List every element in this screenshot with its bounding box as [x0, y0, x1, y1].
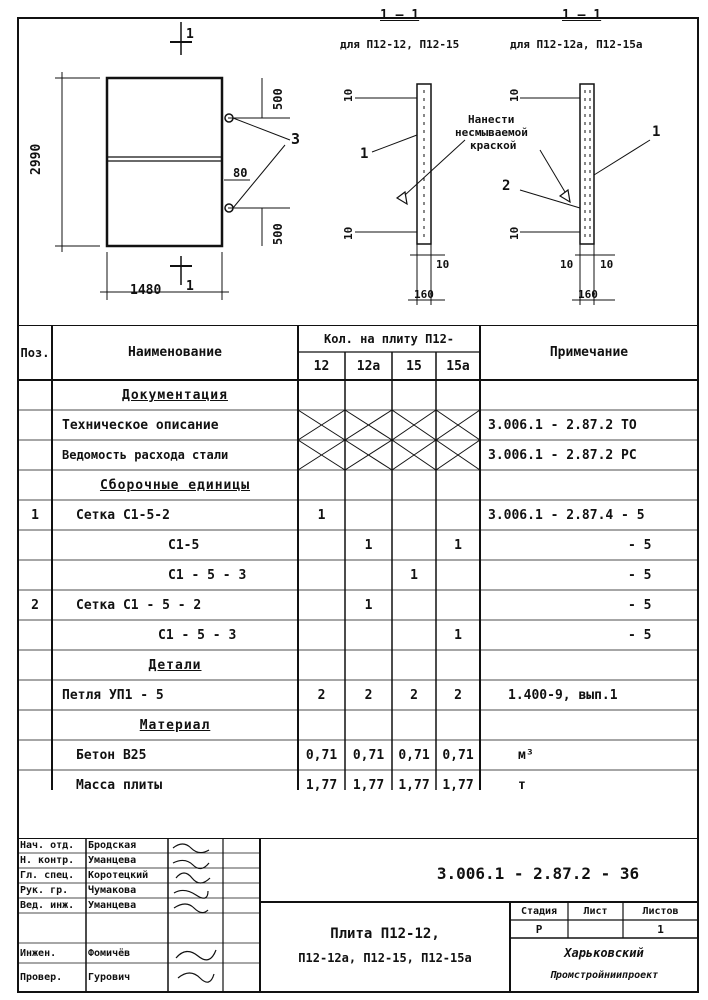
org-line2: Промстройниипроект [549, 969, 659, 981]
row-name: Петля УП1 - 5 [62, 687, 164, 703]
title-line2: П12-12а, П12-15, П12-15а [298, 951, 472, 965]
right-dim-160: 160 [578, 288, 598, 301]
sig-role: Н. контр. [20, 855, 75, 866]
row-qty [436, 560, 480, 590]
left-dim-10-top: 10 [342, 88, 355, 102]
section-right-caption: для П12-12а, П12-15а [510, 38, 643, 51]
sig-name: Бродская [88, 840, 137, 851]
sheet-label: Лист [583, 905, 608, 917]
sig-role: Рук. гр. [20, 885, 69, 896]
header-qty-12a: 12а [356, 358, 381, 374]
note-line2: несмываемой [455, 126, 528, 139]
row-qty [345, 500, 392, 530]
row-qty: 2 [317, 687, 326, 703]
row-qty [298, 530, 345, 560]
section-left-title: 1 — 1 [380, 8, 420, 23]
stage-label: Стадия [520, 905, 558, 917]
sig-name: Уманцева [88, 855, 137, 866]
row-name: Ведомость расхода стали [62, 448, 229, 462]
section-mark-bottom: 1 [186, 279, 194, 294]
sig-role: Нач. отд. [20, 840, 75, 851]
row-name: Масса плиты [76, 777, 163, 793]
right-dim-10-a: 10 [560, 258, 574, 271]
title-line1: Плита П12-12, [330, 926, 440, 942]
row-qty: 1,77 [352, 777, 385, 793]
right-dim-10-top: 10 [508, 88, 521, 102]
row-qty [345, 560, 392, 590]
row-qty: 1 [364, 597, 373, 613]
dim-height: 2990 [29, 143, 44, 175]
row-note: - 5 [628, 567, 652, 583]
row-qty: 1,77 [305, 777, 338, 793]
left-dim-160: 160 [414, 288, 434, 301]
section-parts: Детали [148, 657, 202, 673]
row-note: 1.400-9, вып.1 [508, 687, 618, 703]
left-leader-1: 1 [360, 146, 369, 162]
row-qty: 1 [454, 627, 462, 643]
row-name: Бетон В25 [76, 747, 147, 763]
sig-name: Чумакова [88, 885, 137, 896]
row-name: С1 - 5 - 3 [158, 627, 237, 643]
row-pos: 2 [31, 597, 39, 613]
sheets-value: 1 [657, 922, 664, 936]
title-block [18, 838, 698, 992]
right-leader-2: 2 [502, 178, 511, 194]
org-line1: Харьковский [564, 946, 644, 960]
row-qty: 0,71 [352, 747, 385, 763]
row-name: Техническое описание [62, 417, 219, 433]
row-qty: 0,71 [398, 747, 430, 763]
left-dim-10-bot: 10 [342, 226, 355, 240]
sheet-value [568, 920, 623, 938]
header-pos: Поз. [20, 345, 50, 360]
row-qty: 2 [410, 687, 418, 703]
row-name: Сетка С1-5-2 [76, 507, 170, 523]
section-assembly-units: Сборочные единицы [99, 477, 251, 493]
left-dim-10-h: 10 [436, 258, 450, 271]
row-note: - 5 [628, 627, 652, 643]
section-right-title: 1 — 1 [562, 8, 602, 23]
row-name: С1 - 5 - 3 [168, 567, 247, 583]
sig-name: Гурович [88, 972, 131, 983]
row-qty: 1 [317, 507, 326, 523]
section-mark-top: 1 [186, 27, 194, 42]
dim-mid: 80 [233, 166, 248, 180]
header-qty-12: 12 [313, 358, 330, 374]
header-qty-15: 15 [406, 358, 422, 374]
row-note: м³ [518, 747, 534, 763]
row-note: 3.006.1 - 2.87.4 - 5 [488, 507, 645, 523]
sig-role: Провер. [20, 972, 63, 983]
row-qty: 1 [364, 537, 373, 553]
section-material: Материал [139, 717, 211, 733]
sig-role: Инжен. [20, 947, 57, 959]
row-name: С1-5 [168, 537, 200, 553]
row-qty: 0,71 [442, 747, 474, 763]
row-qty [436, 500, 480, 530]
stage-value: Р [535, 922, 543, 936]
leader-3: 3 [291, 130, 301, 148]
dim-top: 500 [271, 88, 285, 110]
right-dim-10-bot: 10 [508, 226, 521, 240]
dim-bottom: 500 [271, 223, 285, 245]
right-dim-10-b: 10 [600, 258, 614, 271]
dim-width: 1480 [130, 283, 162, 298]
section-left [355, 84, 465, 305]
row-note: 3.006.1 - 2.87.2 РС [488, 447, 637, 463]
row-note: - 5 [628, 537, 652, 553]
section-right [520, 84, 650, 305]
row-qty [392, 500, 436, 530]
sig-role: Гл. спец. [20, 870, 75, 881]
note-line3: краской [470, 139, 517, 152]
sig-name: Коротецкий [88, 870, 149, 881]
row-qty: 0,71 [305, 747, 338, 763]
row-qty: 1,77 [442, 777, 474, 793]
right-leader-1: 1 [652, 124, 661, 140]
section-documentation: Документация [122, 387, 228, 403]
sig-role: Вед. инж. [20, 900, 75, 911]
row-name: Сетка С1 - 5 - 2 [76, 597, 202, 613]
row-qty [392, 590, 436, 620]
row-qty [392, 530, 436, 560]
spec-table [18, 325, 698, 810]
header-qty-group: Кол. на плиту П12- [323, 331, 455, 346]
row-pos: 1 [31, 507, 39, 523]
row-qty: 2 [364, 687, 373, 703]
row-note: - 5 [628, 597, 652, 613]
doc-number: 3.006.1 - 2.87.2 - 36 [436, 863, 640, 883]
row-qty [298, 590, 345, 620]
sig-name: Уманцева [88, 900, 137, 911]
note-line1: Нанести [468, 113, 515, 126]
header-qty-15a: 15а [446, 358, 470, 374]
row-qty: 1,77 [398, 777, 430, 793]
row-qty [298, 620, 345, 650]
header-note: Примечание [549, 345, 629, 360]
row-qty [298, 560, 345, 590]
row-qty [436, 590, 480, 620]
row-note: 3.006.1 - 2.87.2 ТО [488, 417, 637, 433]
row-note: т [518, 777, 526, 793]
header-name: Наименование [128, 345, 222, 360]
row-qty: 1 [410, 567, 418, 583]
row-qty [392, 620, 436, 650]
row-qty: 2 [454, 687, 462, 703]
sig-name: Фомичёв [88, 947, 131, 959]
slab-elevation [55, 22, 290, 300]
row-qty [345, 620, 392, 650]
row-qty: 1 [454, 537, 462, 553]
section-left-caption: для П12-12, П12-15 [340, 38, 460, 51]
sheets-label: Листов [642, 905, 679, 917]
